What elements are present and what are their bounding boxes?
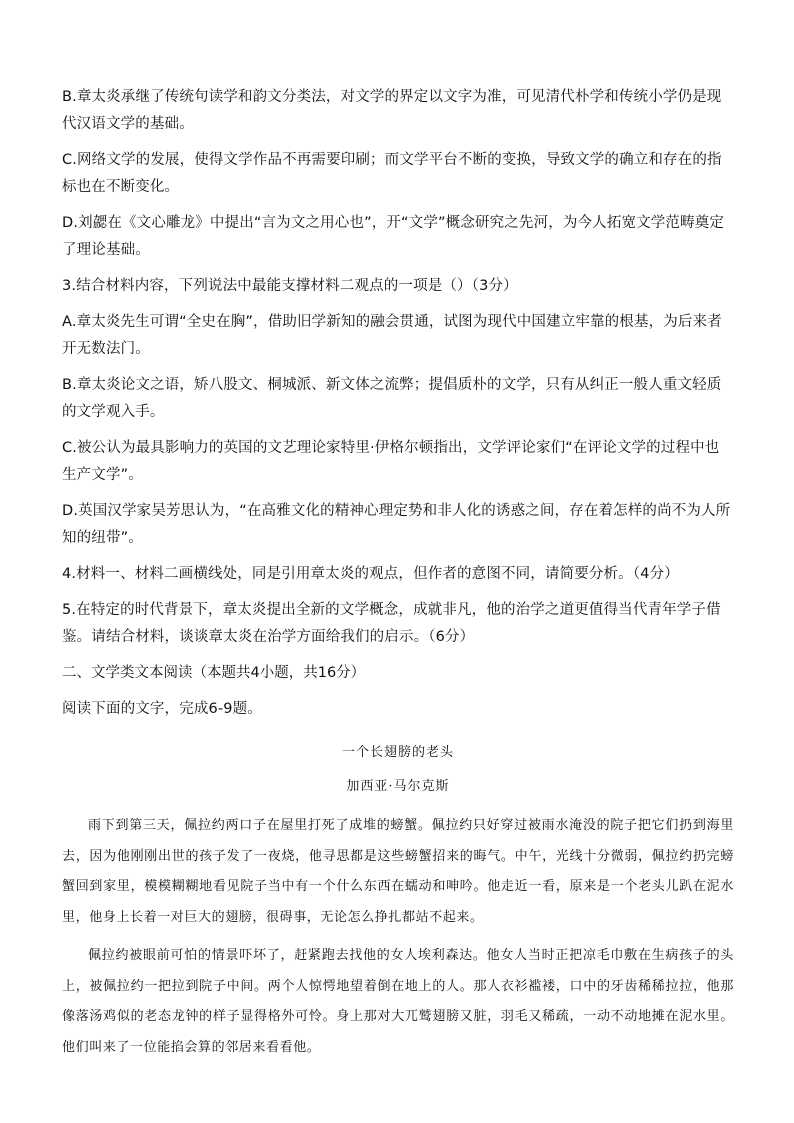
story-author: 加西亚·马尔克斯 [346, 779, 450, 794]
q4-stem: 4.材料一、材料二画横线处，同是引用章太炎的观点，但作者的意图不同，请简要分析。（4分） [62, 566, 679, 582]
document-page [62, 84, 734, 1071]
q3-option-a: A.章太炎先生可谓“全史在胸”，借助旧学新知的融会贯通，试图为现代中国建立牢靠的根基，为后来者开无数法门。 [62, 314, 722, 357]
story-title: 一个长翅膀的老头 [341, 745, 454, 760]
q2-option-c: C.网络文学的发展，使得文学作品不再需要印刷；而文学平台不断的变换，导致文学的确立和存在的指标也在不断变化。 [62, 152, 722, 195]
q3-stem: 3.结合材料内容，下列说法中最能支撑材料二观点的一项是（）（3分） [62, 278, 518, 294]
q3-option-b: B.章太炎论文之语，矫八股文、桐城派、新文体之流弊；提倡质朴的文学，只有从纠正一般人重文轻质的文学观入手。 [62, 377, 722, 420]
q3-option-c: C.被公认为最具影响力的英国的文艺理论家特里·伊格尔顿指出，文学评论家们“在评论文学的过程中也生产文学”。 [62, 440, 720, 483]
q2-option-b: B.章太炎承继了传统句读学和韵文分类法，对文学的界定以文字为准，可见清代朴学和传统小学仍是现代汉语文学的基础。 [62, 89, 722, 132]
section2-instruction: 阅读下面的文字，完成6-9题。 [62, 701, 262, 717]
section2-heading: 二、文学类文本阅读（本题共4小题，共16分） [62, 665, 366, 681]
q5-stem: 5.在特定的时代背景下，章太炎提出全新的文学概念，成就非凡，他的治学之道更值得当代青年学子借鉴。请结合材料，谈谈章太炎在治学方面给我们的启示。（6分） [62, 602, 721, 645]
story-paragraph: 佩拉约被眼前可怕的情景吓坏了，赶紧跑去找他的女人埃利森达。他女人当时正把凉毛巾敷在生病孩子的头上，被佩拉约一把拉到院子中间。两个人惊愕地望着倒在地上的人。那人衣衫褴褛，口中的牙齿稀稀拉拉，他那像落汤鸡似的老态龙钟的样子显得格外可怜。身上那对大兀鹫翅膀又脏，羽毛又稀疏，一动不动地摊在泥水里。他们叫来了一位能掐会算的邻居来看看他。 [62, 948, 734, 1055]
q3-option-d: D.英国汉学家吴芳思认为，“在高雅文化的精神心理定势和非人化的诱惑之间，存在着怎样的尚不为人所知的纽带”。 [62, 503, 731, 546]
q2-option-d: D.刘勰在《文心雕龙》中提出“言为文之用心也”，开“文学”概念研究之先河，为今人拓宽文学范畴奠定了理论基础。 [62, 215, 725, 258]
story-paragraph: 雨下到第三天，佩拉约两口子在屋里打死了成堆的螃蟹。佩拉约只好穿过被雨水淹没的院子把它们扔到海里去，因为他刚刚出世的孩子发了一夜烧，他寻思都是这些螃蟹招来的晦气。中午，光线十分微弱，佩拉约扔完螃蟹回到家里，模模糊糊地看见院子当中有一个什么东西在蠕动和呻吟。他走近一看，原来是一个老头儿趴在泥水里，他身上长着一对巨大的翅膀，很碍事，无论怎么挣扎都站不起来。 [62, 818, 734, 925]
